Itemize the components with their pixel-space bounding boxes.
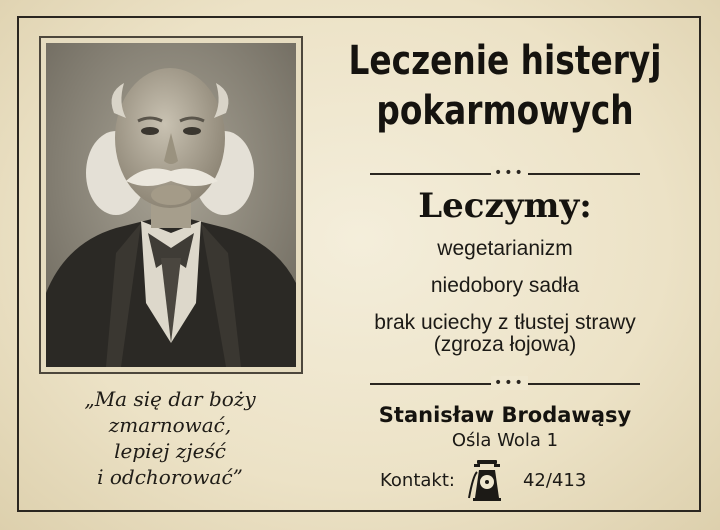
divider-bottom-dots: ••• — [491, 376, 528, 390]
treatments-list — [305, 230, 705, 357]
divider-top-dots: ••• — [491, 166, 528, 180]
portrait-photo — [39, 36, 303, 374]
contact-line — [380, 458, 586, 502]
treatment-item: wegetarianizm — [437, 237, 573, 260]
telephone-icon — [465, 458, 509, 502]
quote-line: „Ma się dar boży — [84, 387, 256, 411]
quote-text — [40, 386, 300, 490]
poster-title — [341, 36, 669, 136]
quote-line: zmarnować, — [108, 413, 232, 437]
treatment-item: niedobory sadła — [430, 274, 580, 297]
quote-line: i odchorować” — [97, 465, 243, 489]
treatment-item: brak uciechy z tłustej strawy — [374, 311, 636, 334]
contact-number: 42/413 — [522, 469, 587, 491]
contact-label: Kontakt: — [380, 469, 455, 491]
title-line-2: pokarmowych — [376, 88, 634, 134]
doctor-address: Ośla Wola 1 — [451, 430, 559, 451]
treatments-heading: Leczymy: — [418, 186, 592, 226]
title-line-1: Leczenie histeryj — [348, 38, 662, 84]
quote-line: lepiej zjeść — [114, 439, 226, 463]
doctor-name: Stanisław Brodawąsy — [378, 403, 632, 427]
treatment-item: (zgroza łojowa) — [433, 333, 577, 356]
